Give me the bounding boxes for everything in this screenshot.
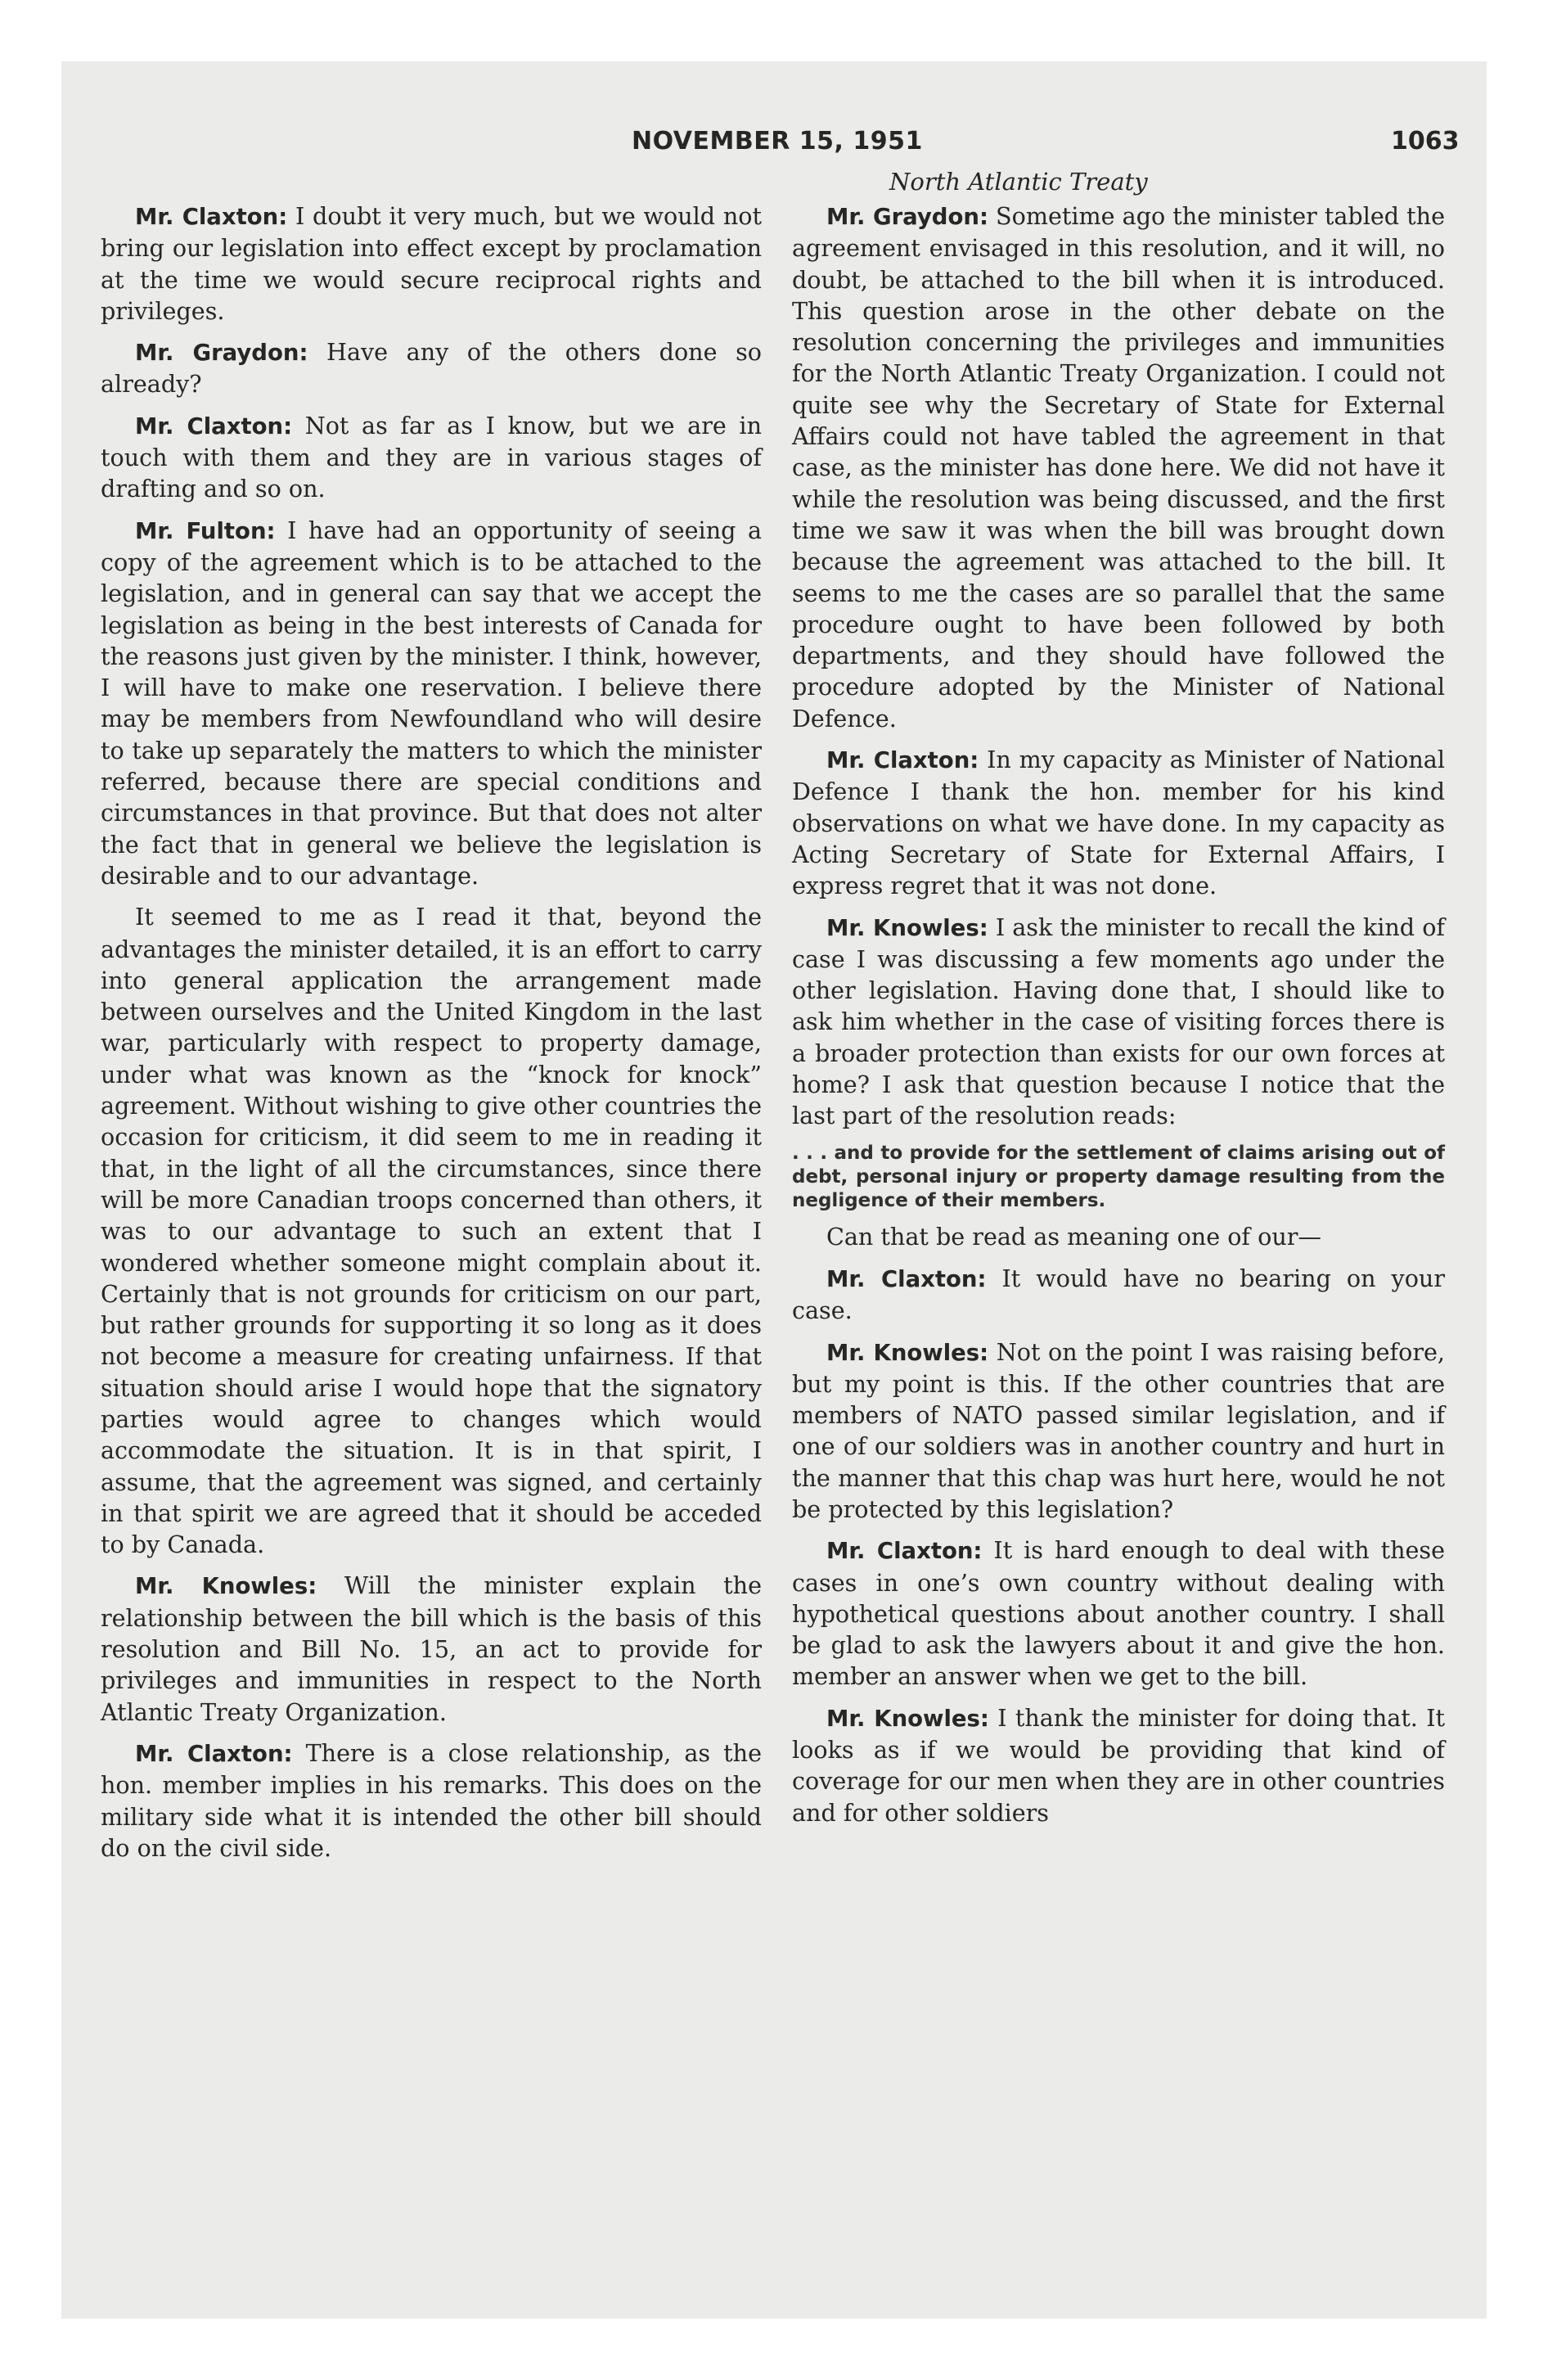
speaker-name: Mr. Knowles: — [826, 1705, 989, 1732]
page-header — [0, 127, 1548, 168]
paragraph-text: Have any of the others done so already? — [101, 338, 762, 399]
speaker-name: Mr. Claxton: — [135, 1740, 293, 1767]
paragraph — [101, 410, 762, 505]
speaker-name: Mr. Claxton: — [826, 747, 979, 774]
paragraph-text: Will the minister explain the relationship between the bill which is the basis of this resolution and Bill No. 15, an act to provide for privileges and immunities in respect to the North Atlantic Treaty Organization. — [101, 1571, 762, 1726]
left-column — [101, 201, 762, 1873]
header-date: NOVEMBER 15, 1951 — [632, 127, 923, 156]
right-column — [792, 201, 1445, 1838]
paragraph — [792, 1702, 1445, 1828]
paragraph-text: It seemed to me as I read it that, beyond the advantages the minister detailed, it is an effort to carry into general application the arrangement made between ourselves and the United Kingdom in the last war, particularly with respect to property damage, under what was known as the “knock for knock” agreement. Without wishing to give other countries the occasion for criticism, it did seem to me in reading it that, in the light of all the circumstances, since there will be more Canadian troops concerned than others, it was to our advantage to such an extent that I wondered whether someone might complain about it. Certainly that is not grounds for criticism on our part, but rather grounds for supporting it so long as it does not become a measure for creating unfairness. If that situation should arise I would hope that the signatory parties would agree to changes which would accommodate the situation. It is in that spirit, I assume, that the agreement was signed, and certainly in that spirit we are agreed that it should be acceded to by Canada. — [101, 903, 762, 1559]
speaker-name: Mr. Claxton: — [826, 1538, 983, 1565]
page-number: 1063 — [1391, 127, 1460, 156]
speaker-name: Mr. Graydon: — [135, 340, 308, 367]
paragraph — [792, 1263, 1445, 1327]
speaker-name: Mr. Knowles: — [826, 1339, 989, 1366]
speaker-name: Mr. Graydon: — [826, 204, 988, 230]
paragraph-text: Can that be read as meaning one of our— — [826, 1222, 1321, 1251]
paragraph — [101, 901, 762, 1560]
paragraph — [792, 201, 1445, 734]
running-subtitle: North Atlantic Treaty — [889, 168, 1148, 196]
paragraph — [101, 1570, 762, 1727]
paragraph-text: I ask the minister to recall the kind of case I was discussing a few moments ago under the other legislation. Having done that, I should like to ask him whether in the case of visiting forces there is a broader protection than exists for our own forces at home? I ask that question because I notice that the last part of the resolution reads: — [792, 913, 1446, 1130]
paragraph — [101, 336, 762, 400]
paragraph-text: It would have no bearing on your case. — [792, 1264, 1446, 1325]
paragraph — [792, 1221, 1445, 1253]
paragraph-text: It is hard enough to deal with these cases in one’s own country without dealing with hypothetical questions about another country. I shall be glad to ask the lawyers about it and give the hon. member an answer when we get to the bill. — [792, 1536, 1446, 1691]
speaker-name: Mr. Fulton: — [135, 517, 276, 544]
paragraph — [792, 912, 1445, 1132]
paragraph — [792, 744, 1445, 901]
paragraph — [101, 1738, 762, 1864]
paragraph-text: In my capacity as Minister of National Defence I thank the hon. member for his kind observations on what we have done. In my capacity as Acting Secretary of State for External Affairs, I express regret that it was not done. — [792, 746, 1445, 900]
speaker-name: Mr. Knowles: — [826, 914, 988, 941]
paragraph-text: Not as far as I know, but we are in touch with them and they are in various stages of drafting and so on. — [101, 411, 762, 503]
paragraph — [792, 1535, 1445, 1692]
speaker-name: Mr. Claxton: — [135, 204, 288, 230]
paragraph — [792, 1336, 1445, 1526]
paragraph — [101, 201, 762, 327]
paragraph — [101, 515, 762, 892]
quoted-resolution: . . . and to provide for the settlement of claims arising out of debt, personal injury or property damage resulting from the negligence of their members. — [792, 1142, 1445, 1211]
paragraph-text: I thank the minister for doing that. It looks as if we would be providing that kind of coverage for our men when they are in other countries and for other soldiers — [792, 1703, 1445, 1827]
paragraph-text: I have had an opportunity of seeing a copy of the agreement which is to be attached to the legislation, and in general can say that we accept the legislation as being in the best interests of Canada for the reasons just given by the minister. I think, however, I will have to make one reservation. I believe there may be members from Newfoundland who will desire to take up separately the matters to which the minister referred, because there are special conditions and circumstances in that province. But that does not alter the fact that in general we believe the legislation is desirable and to our advantage. — [101, 516, 763, 890]
speaker-name: Mr. Knowles: — [135, 1573, 317, 1600]
paragraph-text: Not on the point I was raising before, but my point is this. If the other countries that are members of NATO passed similar legislation, and if one of our soldiers was in another country and hurt in the manner that this chap was hurt here, would he not be protected by this legislation? — [792, 1337, 1446, 1523]
paragraph-text: Sometime ago the minister tabled the agreement envisaged in this resolution, and it will, no doubt, be attached to the bill when it is introduced. This question arose in the other debate on the resolution concerning the privileges and immunities for the North Atlantic Treaty Organization. I could not quite see why the Secretary of State for External Affairs could not have tabled the agreement in that case, as the minister has done here. We did not have it while the resolution was being discussed, and the first time we saw it was when the bill was brought down because the agreement was attached to the bill. It seems to me the cases are so parallel that the same procedure ought to have been followed by both departments, and they should have followed the procedure adopted by the Minister of National Defence. — [792, 202, 1446, 732]
speaker-name: Mr. Claxton: — [826, 1265, 987, 1292]
paragraph-text: I doubt it very much, but we would not bring our legislation into effect except by proclamation at the time we would secure reciprocal rights and privileges. — [101, 202, 762, 325]
paragraph-text: There is a close relationship, as the hon. member implies in his remarks. This does on the military side what it is intended the other bill should do on the civil side. — [101, 1738, 762, 1862]
speaker-name: Mr. Claxton: — [135, 412, 293, 439]
